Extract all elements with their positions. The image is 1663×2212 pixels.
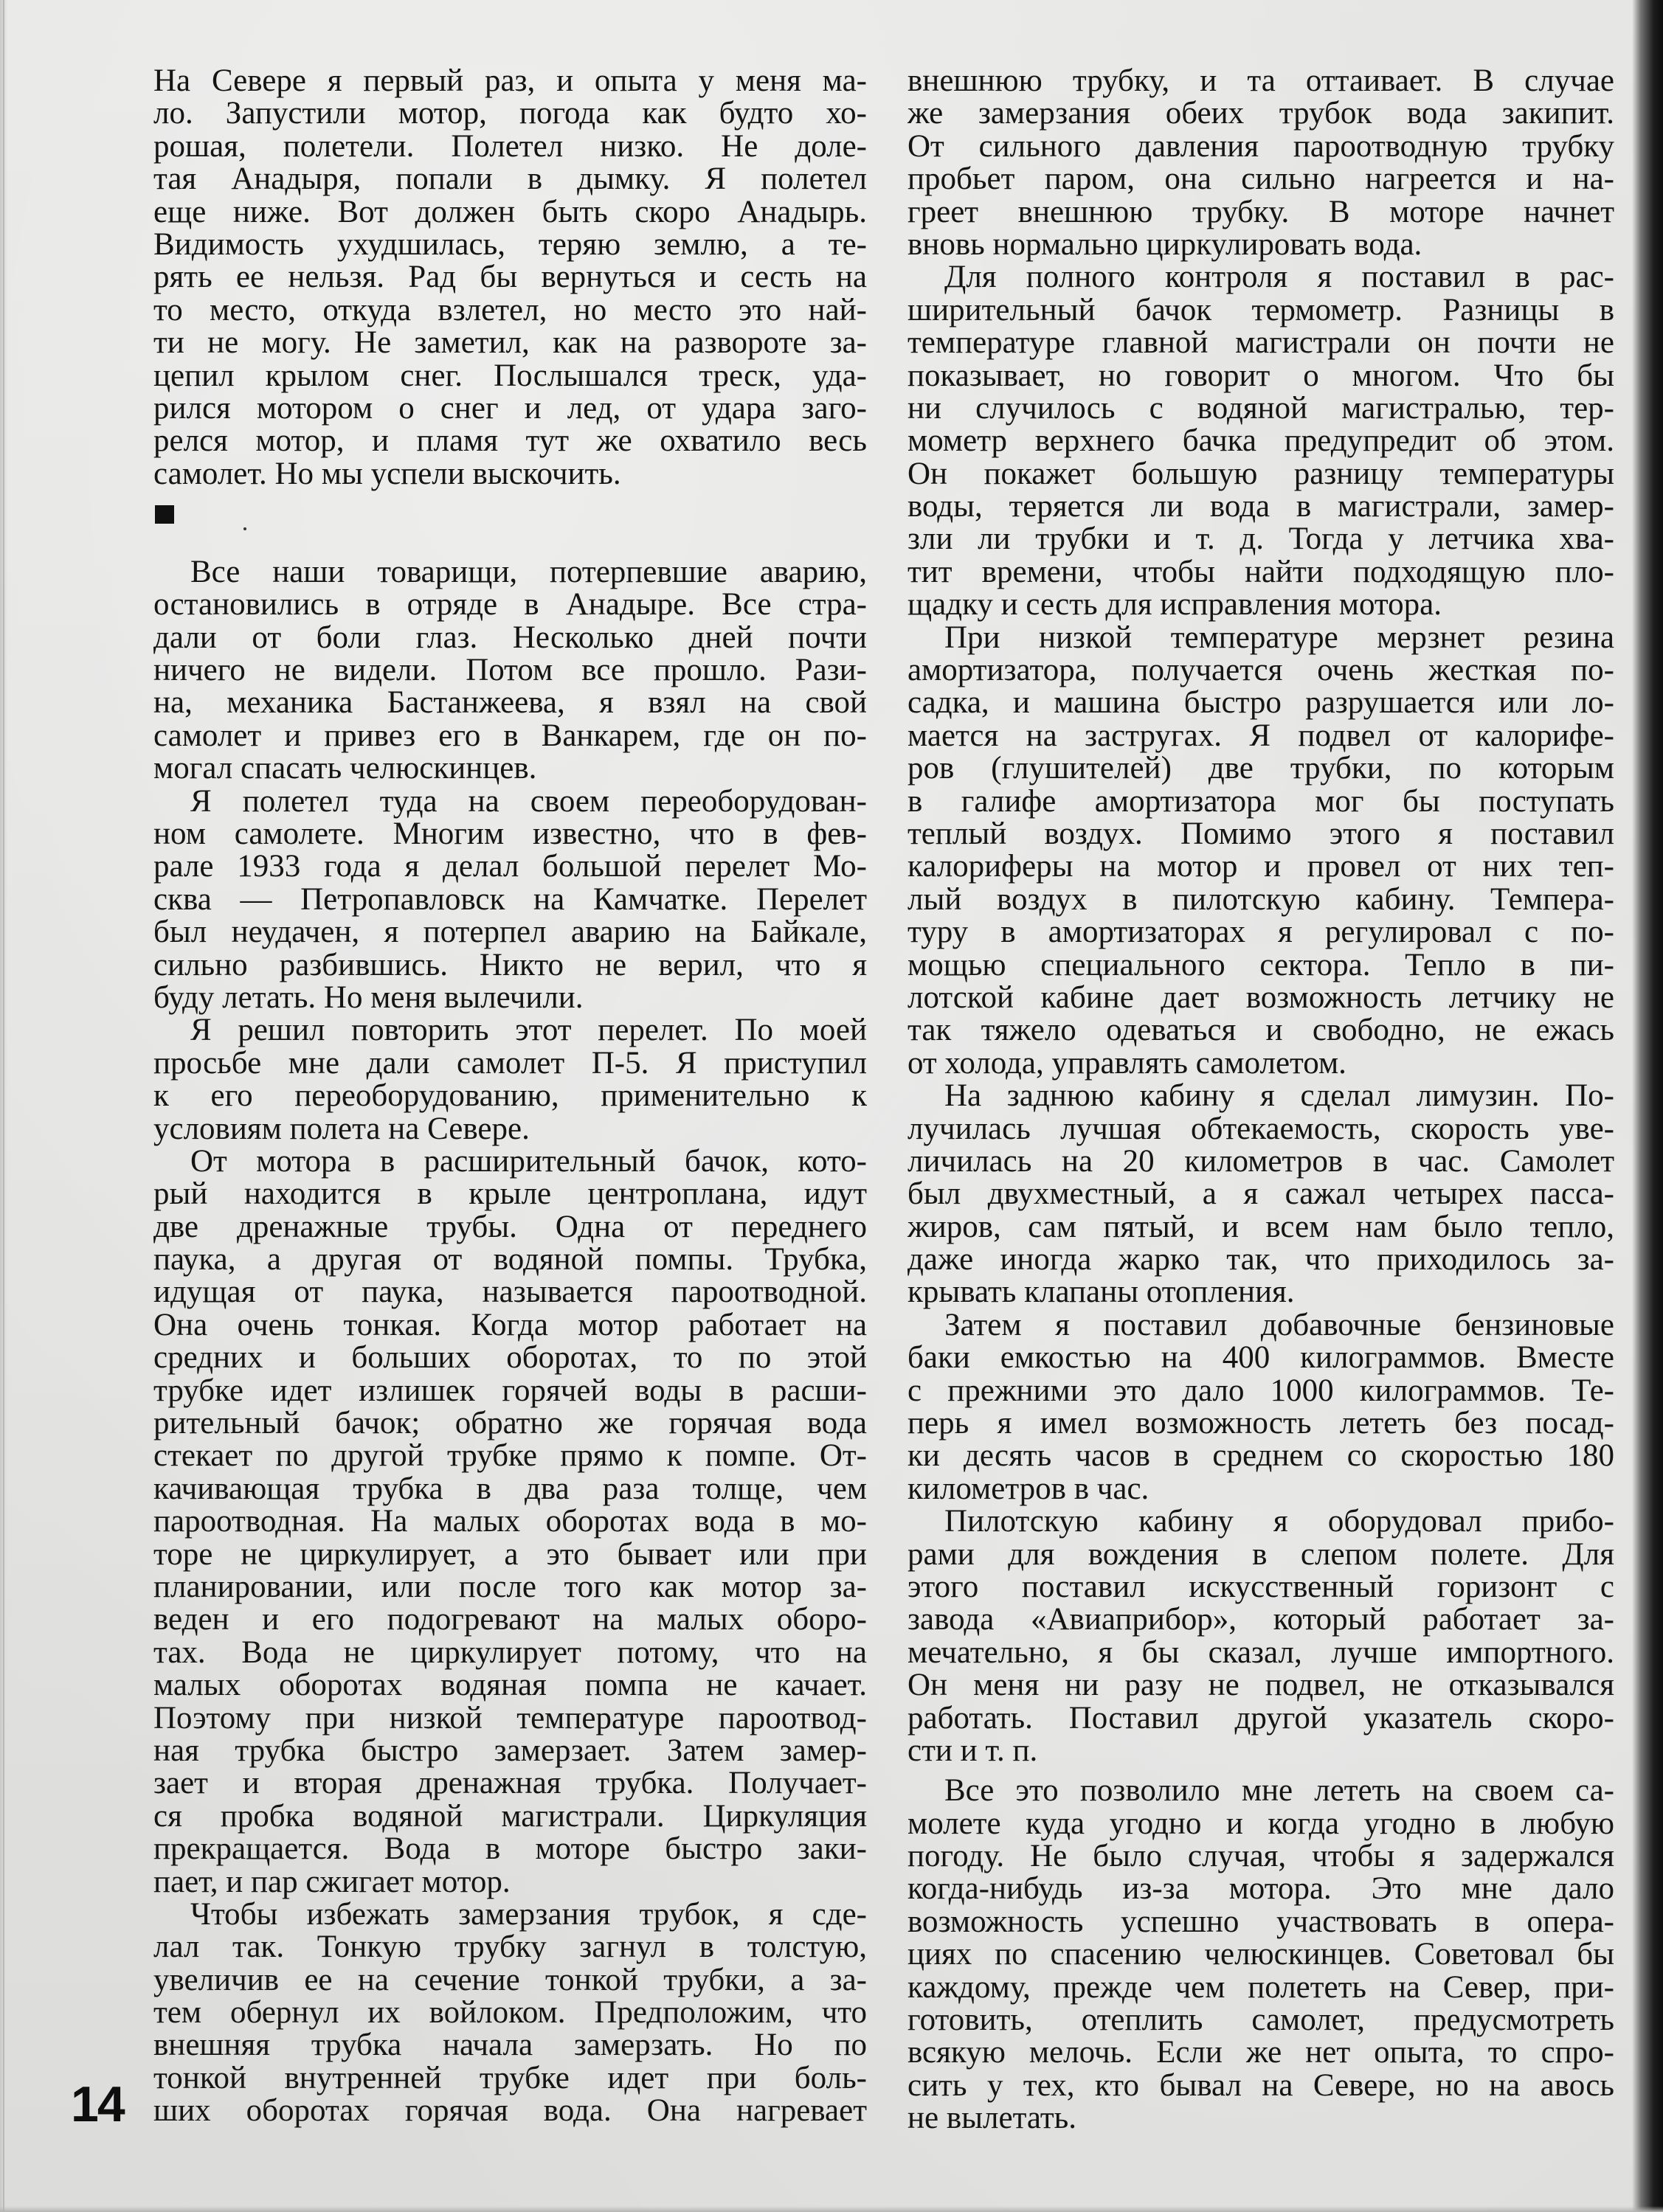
text-line: теплый воздух. Помимо этого я поставил <box>907 816 1614 851</box>
text-line: веден и его подогревают на малых оборо- <box>153 1602 867 1637</box>
text-line: еще ниже. Вот должен быть скоро Анадырь. <box>153 194 867 229</box>
text-line: тах. Вода не циркулирует потому, что на <box>153 1634 867 1670</box>
text-line: Все наши товарищи, потерпевшие аварию, <box>190 554 867 589</box>
page-left-edge <box>0 0 7 2212</box>
text-line: работать. Поставил другой указатель скоро- <box>907 1700 1614 1736</box>
text-line: рами для вождения в слепом полете. Для <box>907 1536 1614 1572</box>
text-line: завода «Авиаприбор», который работает за- <box>907 1602 1614 1637</box>
text-line: средних и больших оборотах, то по этой <box>153 1340 867 1376</box>
text-line: рошая, полетели. Полетел низко. Не доле- <box>153 128 867 164</box>
text-line: просьбе мне дали самолет П-5. Я приступил <box>153 1045 867 1081</box>
text-line: щадку и сесть для исправления мотора. <box>907 587 1442 623</box>
text-line: ном самолете. Многим известно, что в фев- <box>153 817 867 851</box>
text-line: калориферы на мотор и провел от них теп- <box>907 849 1614 884</box>
text-line: От мотора в расширительный бачок, кото- <box>190 1143 867 1179</box>
text-line: прекращается. Вода в моторе быстро заки- <box>153 1831 867 1867</box>
text-line: тонкой внутренней трубке идет при боль- <box>153 2060 867 2095</box>
print-speck <box>243 527 246 530</box>
text-line: амортизатора, получается очень жесткая по- <box>907 653 1614 688</box>
text-line: Он меня ни разу не подвел, не отказывался <box>907 1668 1614 1703</box>
text-line: От сильного давления пароотводную трубку <box>907 128 1614 164</box>
text-line: рале 1933 года я делал большой перелет Мо- <box>153 849 867 884</box>
text-line: планировании, или после того как мотор за- <box>153 1569 867 1604</box>
paragraph <box>153 65 867 490</box>
text-line: туру в амортизаторах я регулировал с по- <box>907 915 1614 950</box>
text-line: самолет и привез его в Ванкарем, где он по- <box>153 718 867 753</box>
text-line: сильно разбившись. Никто не верил, что я <box>153 947 867 982</box>
text-line: сква — Петропавловск на Камчатке. Перелет <box>153 881 867 917</box>
text-line: пароотводная. На малых оборотах вода в мо- <box>153 1504 867 1539</box>
text-line: температуре главной магистрали он почти не <box>907 325 1614 361</box>
paragraph <box>907 65 1614 261</box>
page-bottom-edge <box>0 2206 1663 2212</box>
text-line: вновь нормально циркулировать вода. <box>907 226 1422 262</box>
text-line: внешняя трубка начала замерзать. Но по <box>153 2028 867 2063</box>
text-line: паука, а другая от водяной помпы. Трубка, <box>153 1242 867 1277</box>
paragraph <box>907 1775 1614 2135</box>
text-line: Я полетел туда на своем переоборудован- <box>190 783 867 819</box>
text-line: же замерзания обеих трубок вода закипит. <box>907 96 1614 131</box>
text-line: При низкой температуре мерзнет резина <box>944 620 1614 655</box>
text-line: баки емкостью на 400 килограммов. Вместе <box>907 1340 1614 1376</box>
text-line: личилась на 20 километров в час. Самолет <box>907 1143 1614 1179</box>
text-line: качивающая трубка в два раза толще, чем <box>153 1471 867 1506</box>
text-line: тит времени, чтобы найти подходящую пло- <box>907 554 1614 589</box>
text-line: километров в час. <box>907 1471 1149 1506</box>
text-line: в галифе амортизатора мог бы поступать <box>907 783 1614 819</box>
text-line: лал так. Тонкую трубку загнул в толстую, <box>153 1930 867 1965</box>
text-line: жиров, сам пятый, и всем нам было тепло, <box>907 1209 1614 1244</box>
text-line: ширительный бачок термометр. Разницы в <box>907 292 1614 327</box>
text-line: малых оборотах водяная помпа не качает. <box>153 1668 867 1703</box>
text-line: трубке идет излишек горячей воды в расши- <box>153 1373 867 1408</box>
text-line: готовить, отеплить самолет, предусмотреть <box>907 2003 1614 2038</box>
text-line: зли ли трубки и т. д. Тогда у летчика хва- <box>907 521 1614 557</box>
text-line: то место, откуда взлетел, но место это най- <box>153 292 867 327</box>
text-line: каждому, прежде чем полететь на Север, при- <box>907 1969 1614 2005</box>
text-line: Я решил повторить этот перелет. По моей <box>190 1013 867 1048</box>
text-line: показывает, но говорит о многом. Что бы <box>907 358 1614 393</box>
text-line: ничего не видели. Потом все прошло. Рази- <box>153 653 867 688</box>
paragraph <box>907 1505 1614 1767</box>
text-line: остановились в отряде в Анадыре. Все стра- <box>153 587 867 623</box>
text-line: рился мотором о снег и лед, от удара заго- <box>153 390 867 426</box>
paragraph <box>153 1896 867 2129</box>
text-line: погоду. Не было случая, чтобы я задержался <box>907 1839 1614 1874</box>
text-line: торе не циркулирует, а это бывает или при <box>153 1536 867 1572</box>
text-line: релся мотор, и пламя тут же охватило весь <box>153 423 867 459</box>
text-line: мается на застругах. Я подвел от калорифе- <box>907 718 1614 753</box>
text-line: лотской кабине дает возможность летчику не <box>907 980 1614 1015</box>
text-line: тем обернул их войлоком. Предположим, что <box>153 1995 867 2031</box>
text-line: рять ее нельзя. Рад бы вернуться и сесть на <box>153 260 867 295</box>
text-line: Для полного контроля я поставил в рас- <box>944 260 1614 295</box>
text-line: Видимость ухудшилась, теряю землю, а те- <box>153 226 867 262</box>
text-line: ло. Запустили мотор, погода как будто хо- <box>153 96 867 131</box>
text-line: этого поставил искусственный горизонт с <box>907 1569 1614 1604</box>
paragraph <box>153 556 867 786</box>
paragraph <box>153 1014 867 1145</box>
text-line: даже иногда жарко так, что приходилось за- <box>907 1242 1614 1277</box>
text-line: ших оборотах горячая вода. Она нагревает <box>153 2093 867 2129</box>
text-line: сти и т. п. <box>907 1733 1038 1768</box>
page-binding-shadow <box>1632 0 1663 2212</box>
text-line: сить у тех, кто бывал на Севере, но на авось <box>907 2067 1614 2103</box>
text-line: ни случилось с водяной магистралью, тер- <box>907 390 1614 426</box>
text-line: условиям полета на Севере. <box>153 1111 530 1146</box>
text-line: от холода, управлять самолетом. <box>907 1045 1346 1081</box>
text-line: крывать клапаны отопления. <box>907 1275 1295 1310</box>
text-line: пает, и пар сжигает мотор. <box>153 1864 511 1899</box>
text-line: мощью специального сектора. Тепло в пи- <box>907 947 1614 982</box>
text-line: греет внешнюю трубку. В моторе начнет <box>907 194 1614 229</box>
paragraph <box>907 1080 1614 1309</box>
text-line: к его переоборудованию, применительно к <box>153 1078 867 1114</box>
text-line: Чтобы избежать замерзания трубок, я сде- <box>190 1896 867 1932</box>
text-line: циях по спасению челюскинцев. Советовал бы <box>907 1937 1614 1972</box>
text-line: две дренажные трубы. Одна от переднего <box>153 1209 867 1244</box>
text-line: воды, теряется ли вода в магистрали, замер- <box>907 489 1614 524</box>
text-line: лый воздух в пилотскую кабину. Темпера- <box>907 881 1614 917</box>
paragraph <box>907 261 1614 621</box>
text-line: тая Анадыря, попали в дымку. Я полетел <box>153 162 867 197</box>
text-line: зает и вторая дренажная трубка. Получает- <box>153 1766 867 1801</box>
text-line: ная трубка быстро замерзает. Затем замер- <box>153 1733 867 1768</box>
text-line: Он покажет большую разницу температуры <box>907 456 1614 491</box>
text-line: пробьет паром, она сильно нагреется и на- <box>907 162 1614 197</box>
text-line: внешнюю трубку, и та оттаивает. В случае <box>907 63 1614 98</box>
section-marker-square-icon <box>155 505 174 524</box>
text-line: перь я имел возможность лететь без посад- <box>907 1406 1614 1441</box>
text-line: Поэтому при низкой температуре пароотвод- <box>153 1700 867 1736</box>
text-line: рый находится в крыле центроплана, идут <box>153 1176 867 1212</box>
text-line: Пилотскую кабину я оборудовал прибо- <box>944 1504 1614 1539</box>
text-line: с прежними это дало 1000 килограммов. Те- <box>907 1373 1614 1408</box>
text-line: ти не могу. Не заметил, как на развороте за- <box>153 325 867 361</box>
text-line: цепил крылом снег. Послышался треск, уда- <box>153 358 867 393</box>
text-line: буду летать. Но меня вылечили. <box>153 980 584 1015</box>
text-line: Она очень тонкая. Когда мотор работает на <box>153 1307 867 1342</box>
text-line: мечательно, я бы сказал, лучше импортного. <box>907 1634 1614 1670</box>
text-line: был неудачен, я потерпел аварию на Байкале, <box>153 915 867 950</box>
text-line: садка, и машина быстро разрушается или ло- <box>907 685 1614 721</box>
text-line: дали от боли глаз. Несколько дней почти <box>153 620 867 655</box>
text-line: так тяжело одеваться и свободно, не ежась <box>907 1013 1614 1048</box>
text-line: самолет. Но мы успели выскочить. <box>153 456 621 491</box>
text-line: возможность успешно участвовать в опера- <box>907 1904 1614 1939</box>
text-line: На заднюю кабину я сделал лимузин. По- <box>944 1078 1614 1114</box>
text-line: ров (глушителей) две трубки, по которым <box>907 751 1614 786</box>
text-line: На Севере я первый раз, и опыта у меня ма- <box>153 63 867 98</box>
section-break <box>153 490 867 556</box>
text-line: всякую мелочь. Если же нет опыта, то спро- <box>907 2035 1614 2070</box>
text-line: был двухместный, а я сажал четырех пасса- <box>907 1176 1614 1212</box>
text-line: мометр верхнего бачка предупредит об этом. <box>907 423 1614 459</box>
paragraph <box>907 622 1614 1080</box>
text-line: ки десять часов в среднем со скоростью 180 <box>907 1438 1614 1474</box>
text-line: могал спасать челюскинцев. <box>153 751 537 786</box>
text-line: не вылетать. <box>907 2101 1077 2136</box>
paragraph <box>153 783 867 1015</box>
right-text-column <box>907 65 1614 2135</box>
text-line: молете куда угодно и когда угодно в любую <box>907 1806 1614 1841</box>
text-line: увеличив ее на сечение тонкой трубки, а за- <box>153 1962 867 1997</box>
page-number: 14 <box>71 2076 124 2132</box>
text-line: лучилась лучшая обтекаемость, скорость уве- <box>907 1111 1614 1146</box>
text-line: Все это позволило мне лететь на своем са- <box>944 1773 1614 1809</box>
text-line: идущая от паука, называется пароотводной. <box>153 1275 867 1310</box>
left-text-column <box>153 65 867 2128</box>
paragraph <box>153 1145 867 1899</box>
text-line: ся пробка водяной магистрали. Циркуляция <box>153 1798 867 1834</box>
text-line: рительный бачок; обратно же горячая вода <box>153 1406 867 1441</box>
text-line: стекает по другой трубке прямо к помпе. От- <box>153 1438 867 1474</box>
text-line: на, механика Бастанжеева, я взял на свой <box>153 685 867 721</box>
paragraph <box>907 1309 1614 1505</box>
text-line: когда-нибудь из-за мотора. Это мне дало <box>907 1871 1614 1907</box>
text-line: Затем я поставил добавочные бензиновые <box>944 1307 1614 1342</box>
